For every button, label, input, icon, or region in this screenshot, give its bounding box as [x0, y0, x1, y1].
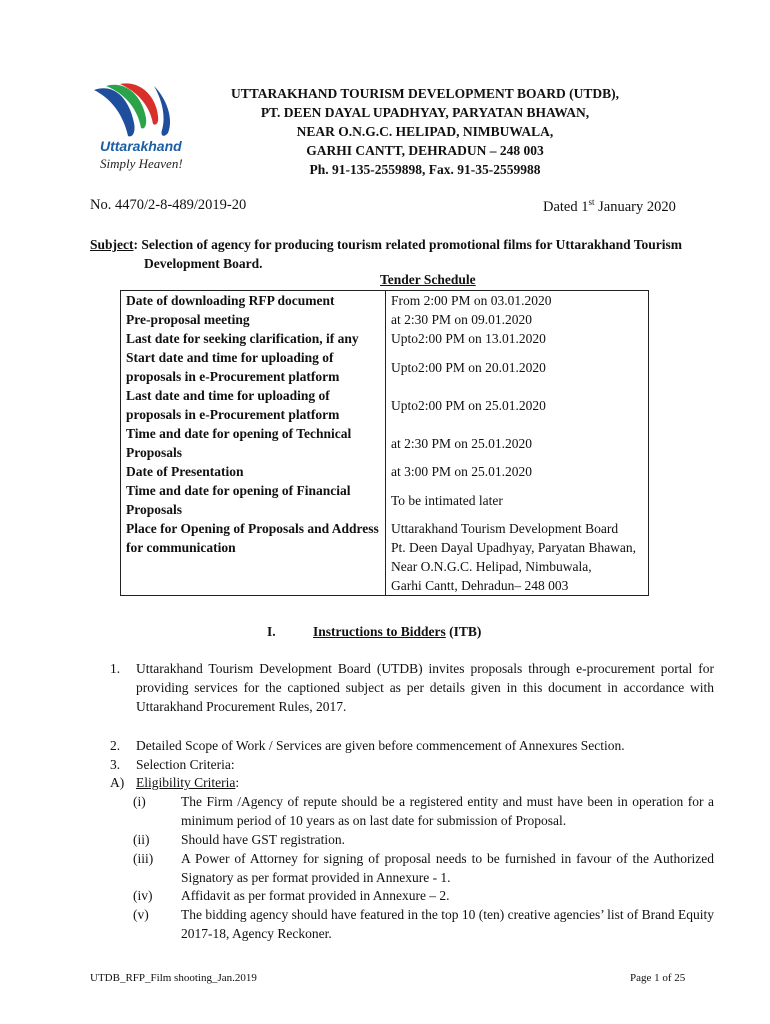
letterhead-line: GARHI CANTT, DEHRADUN – 248 003 [306, 143, 544, 158]
footer-filename: UTDB_RFP_Film shooting_Jan.2019 [90, 972, 257, 984]
subject-label: Subject [90, 237, 134, 252]
list-item: A) Eligibility Criteria: [110, 775, 240, 790]
section-heading: I. Instructions to Bidders (ITB) [267, 624, 482, 639]
criteria-item: (v) The bidding agency should have featured in the top 10 (ten) creative agencies’ list of Brand Equity 2017-18, Agency Reckoner. [133, 907, 714, 941]
letterhead-line: Ph. 91-135-2559898, Fax. 91-35-2559988 [309, 162, 541, 177]
table-row: Pre-proposal meeting at 2:30 PM on 09.01.2020 [121, 310, 649, 329]
letterhead-line: NEAR O.N.G.C. HELIPAD, NIMBUWALA, [296, 124, 554, 139]
list-item: 3. Selection Criteria: [110, 757, 235, 772]
logo-name: Uttarakhand [100, 138, 182, 154]
list-item: 2. Detailed Scope of Work / Services are given before commencement of Annexures Section. [110, 738, 625, 753]
list-item: 1. Uttarakhand Tourism Development Board (UTDB) invites proposals through e-procurement portal for providing services for the captioned subject as per details given in this document in accordance with Uttarakhand Procurement Rules, 2017. [110, 661, 714, 714]
date: Dated 1st January 2020 [543, 197, 676, 215]
tender-schedule-table [120, 290, 649, 596]
letterhead-line: UTTARAKHAND TOURISM DEVELOPMENT BOARD (UTDB), [231, 86, 619, 101]
criteria-item: (iv) Affidavit as per format provided in Annexure – 2. [133, 888, 450, 903]
reference-number: No. 4470/2-8-489/2019-20 [90, 197, 247, 213]
letterhead [180, 84, 670, 179]
letterhead-line: PT. DEEN DAYAL UPADHYAY, PARYATAN BHAWAN, [260, 105, 590, 120]
table-row: Place for Opening of Proposals and Address for communication Uttarakhand Tourism Development Board Pt. Deen Dayal Upadhyay, Paryatan Bhawan, Near O.N.G.C. Helipad, Nimbuwala, Garhi Cantt, Dehradun– 248 003 [121, 519, 649, 596]
table-row: Date of Presentation at 3:00 PM on 25.01.2020 [121, 462, 649, 481]
table-row: Time and date for opening of Technical Proposals at 2:30 PM on 25.01.2020 [121, 424, 649, 462]
table-row: Start date and time for uploading of proposals in e-Procurement platform Upto2:00 PM on 20.01.2020 [121, 348, 649, 386]
criteria-item: (iii) A Power of Attorney for signing of proposal needs to be furnished in favour of the Authorized Signatory as per format provided in Annexure - 1. [133, 851, 714, 885]
schedule-title: Tender Schedule [380, 272, 476, 287]
table-row: Last date and time for uploading of proposals in e-Procurement platform Upto2:00 PM on 25.01.2020 [121, 386, 649, 424]
criteria-item: (ii) Should have GST registration. [133, 832, 345, 847]
criteria-item: (i) The Firm /Agency of repute should be a registered entity and must have been in operation for a minimum period of 10 years as on last date for submission of Proposal. [133, 794, 714, 828]
table-row: Time and date for opening of Financial Proposals To be intimated later [121, 481, 649, 519]
subject: Subject: Selection of agency for producing tourism related promotional films for Uttarakhand Tourism Development Board. [90, 237, 683, 271]
logo-tagline: Simply Heaven! [100, 156, 183, 171]
table-row: Last date for seeking clarification, if any Upto2:00 PM on 13.01.2020 [121, 329, 649, 348]
table-row: Date of downloading RFP document From 2:00 PM on 03.01.2020 [121, 291, 649, 311]
page-number: Page 1 of 25 [630, 972, 686, 984]
